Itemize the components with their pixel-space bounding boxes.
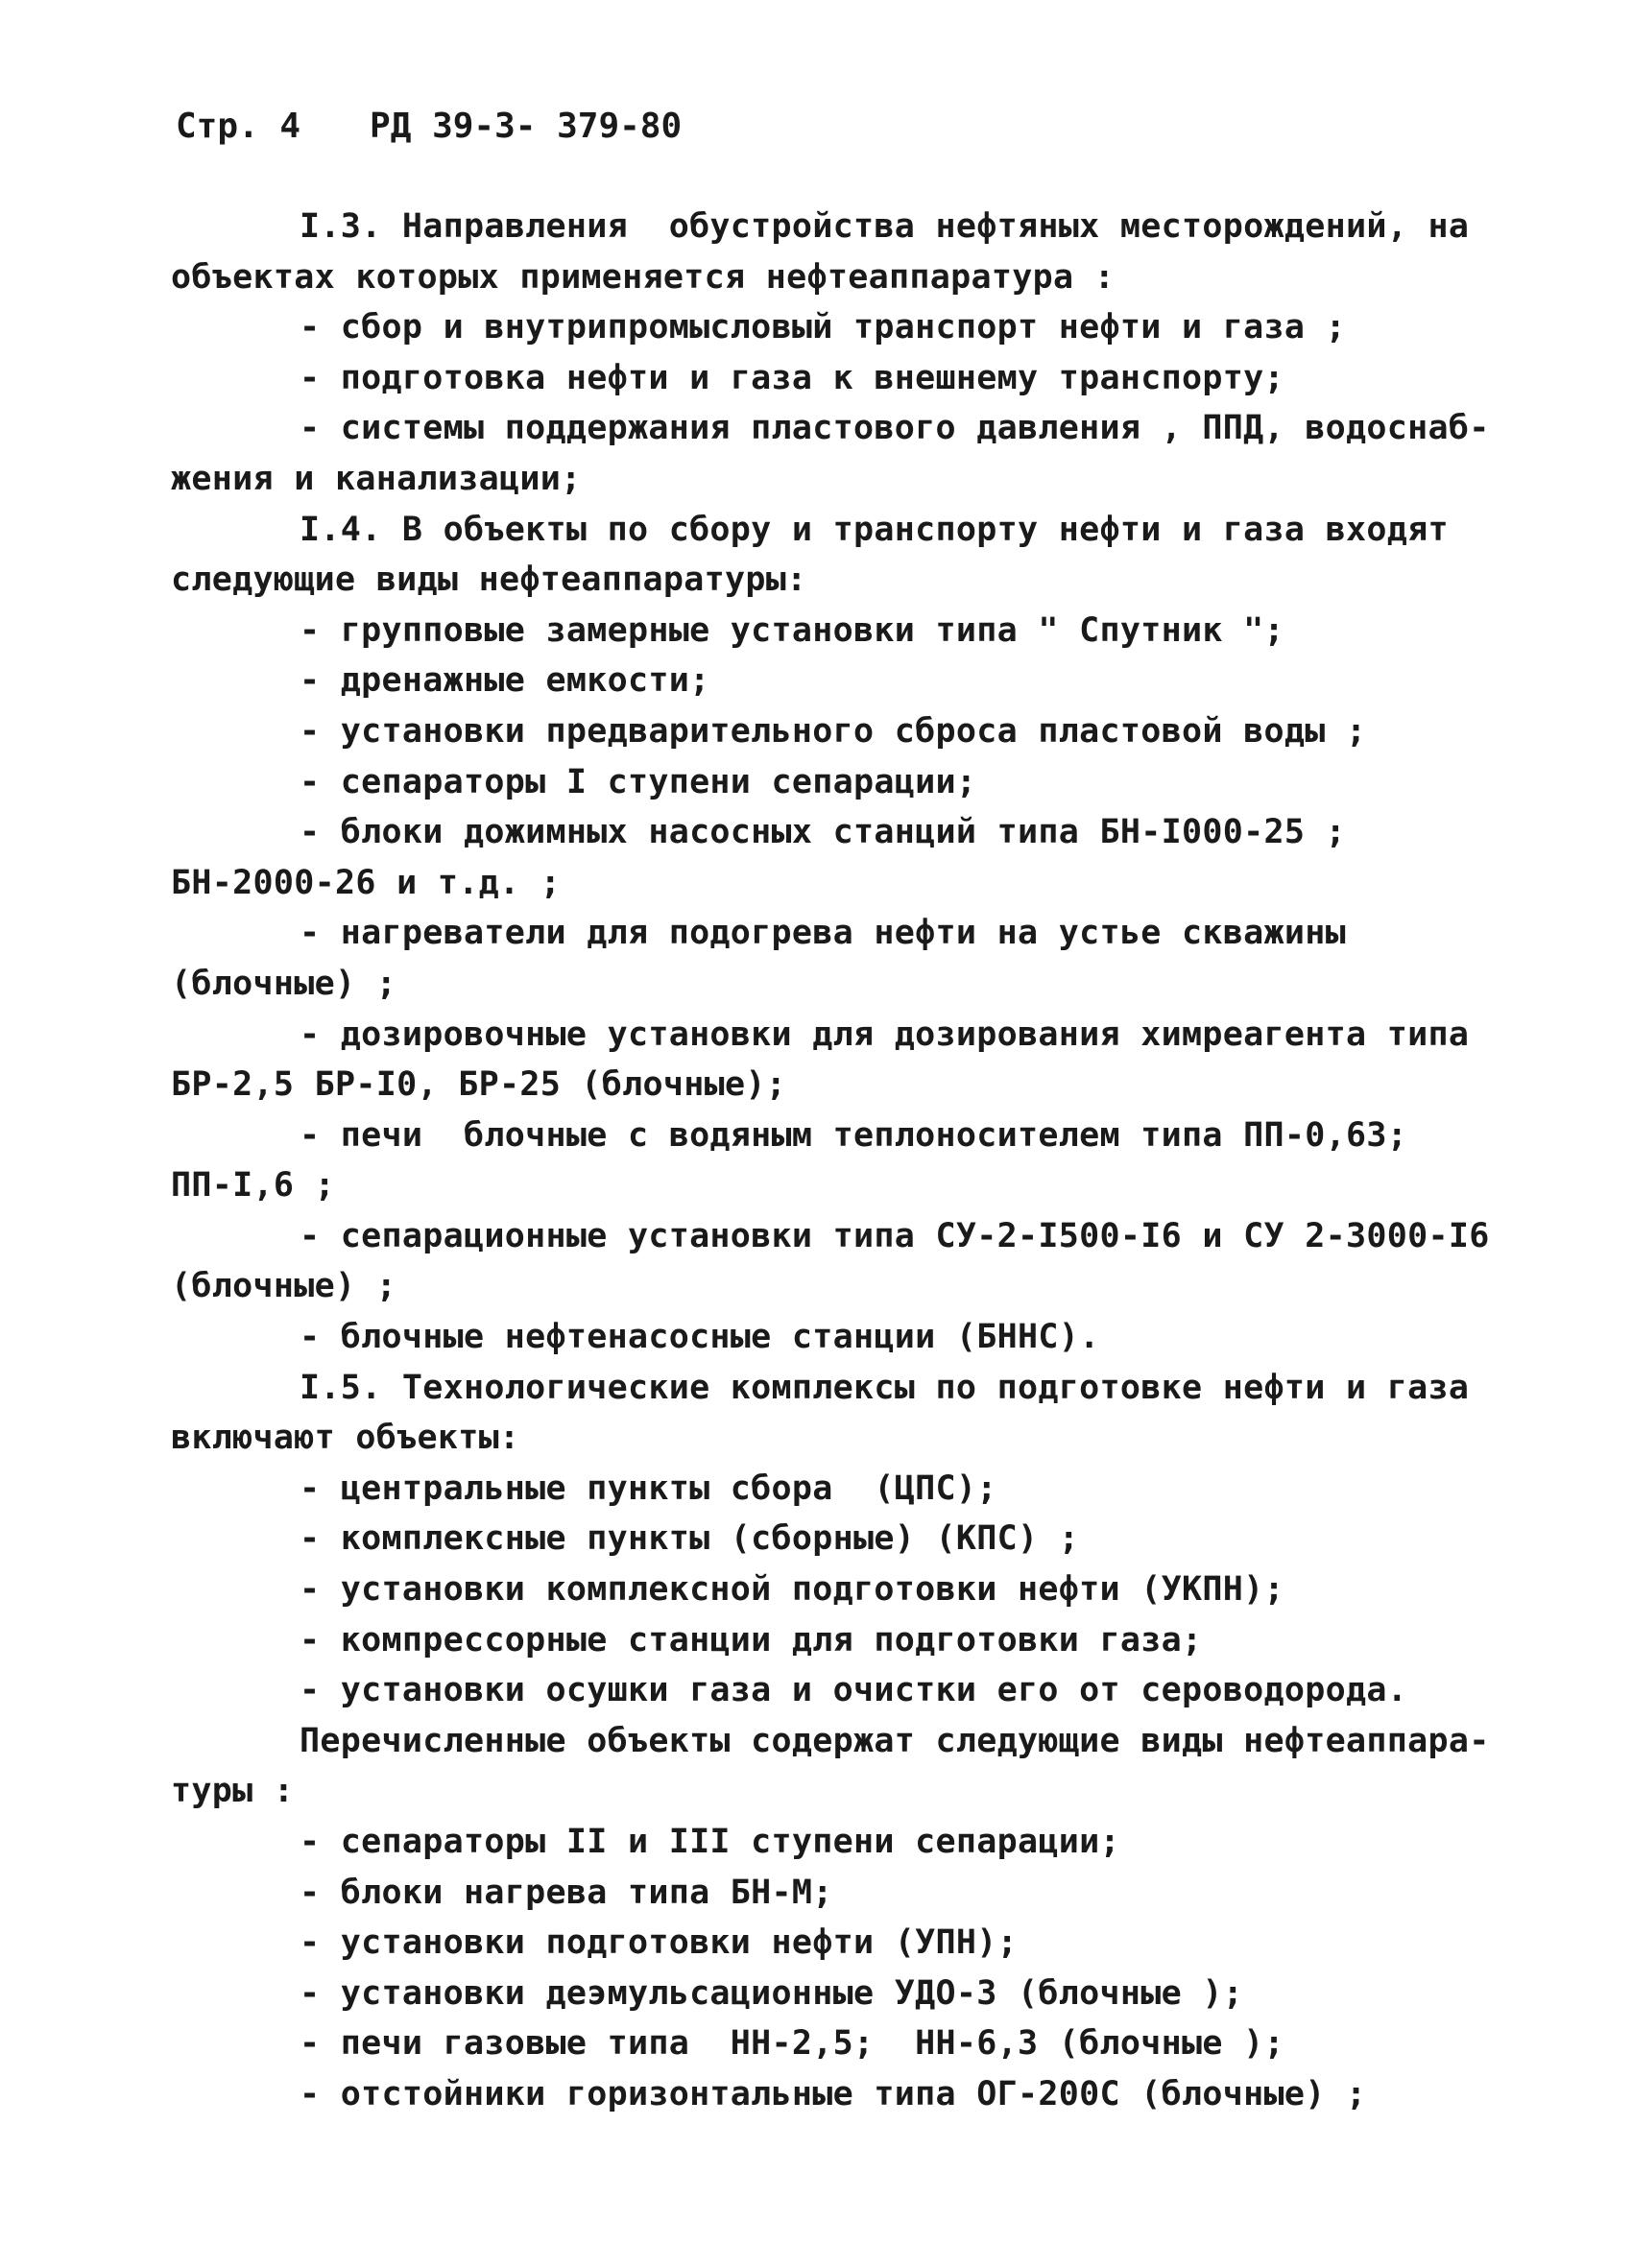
text-line: БР-2,5 БР-I0, БР-25 (блочные); (171, 1065, 787, 1105)
text-line: - системы поддержания пластового давления , ППД, водоснаб- (300, 409, 1490, 448)
text-line: - печи газовые типа НН-2,5; НН-6,3 (блочные ); (300, 2024, 1284, 2064)
text-line: следующие виды нефтеаппаратуры: (171, 561, 807, 600)
text-line: - сепараторы II и III ступени сепарации; (300, 1823, 1120, 1861)
text-line: - сбор и внутрипромысловый транспорт нефти и газа ; (300, 308, 1346, 347)
text-line: I.4. В объекты по сбору и транспорту нефти и газа входят (300, 510, 1449, 549)
text-line: туры : (171, 1772, 295, 1811)
text-line: - сепарационные установки типа СУ-2-I500-I6 и СУ 2-3000-I6 (300, 1216, 1490, 1255)
text-line: - компрессорные станции для подготовки газа; (300, 1620, 1203, 1659)
document-body (171, 202, 1496, 2120)
text-line: - комплексные пункты (сборные) (КПС) ; (300, 1519, 1080, 1559)
text-line: - блоки нагрева типа БН-М; (300, 1873, 833, 1912)
text-line: - установки предварительного сброса пластовой воды ; (300, 711, 1367, 751)
text-line: (блочные) ; (171, 1267, 397, 1306)
text-line: - дозировочные установки для дозирования химреагента типа (300, 1015, 1470, 1054)
text-line: объектах которых применяется нефтеаппаратура : (171, 257, 1116, 297)
text-line: - установки деэмульсационные УДО-3 (блочные ); (300, 1973, 1244, 2013)
text-line: - подготовка нефти и газа к внешнему транспорту; (300, 358, 1284, 397)
text-line: включают объекты: (171, 1419, 520, 1458)
document-code: РД 39-3- 379-80 (370, 107, 683, 146)
text-line: - печи блочные с водяным теплоносителем типа ПП-0,63; (300, 1115, 1408, 1155)
text-line: БН-2000-26 и т.д. ; (171, 863, 562, 902)
text-line: I.3. Направления обустройства нефтяных месторождений, на (300, 207, 1470, 246)
text-line: - установки комплексной подготовки нефти (УКПН); (300, 1570, 1284, 1610)
text-line: - блочные нефтенасосные станции (БННС). (300, 1318, 1100, 1357)
page-header (176, 102, 682, 152)
text-line: I.5. Технологические комплексы по подготовке нефти и газа (300, 1368, 1470, 1407)
page-number: Стр. 4 (176, 107, 301, 146)
text-line: жения и канализации; (171, 459, 582, 498)
text-line: ПП-I,6 ; (171, 1166, 335, 1206)
text-line: - отстойники горизонтальные типа ОГ-200С (блочные) ; (300, 2074, 1367, 2113)
text-line: - сепараторы I ступени сепарации; (300, 762, 977, 801)
text-line: - установки осушки газа и очистки его от сероводорода. (300, 1671, 1408, 1710)
text-line: Перечисленные объекты содержат следующие виды нефтеаппара- (300, 1721, 1490, 1760)
text-line: - групповые замерные установки типа " Спутник "; (300, 610, 1284, 650)
text-line: - установки подготовки нефти (УПН); (300, 1923, 1019, 1963)
text-line: - нагреватели для подогрева нефти на устье скважины (300, 914, 1346, 953)
text-line: - дренажные емкости; (300, 661, 710, 701)
text-line: - блоки дожимных насосных станций типа БН-I000-25 ; (300, 813, 1346, 852)
text-line: - центральные пункты сбора (ЦПС); (300, 1468, 997, 1508)
text-line: (блочные) ; (171, 964, 397, 1003)
